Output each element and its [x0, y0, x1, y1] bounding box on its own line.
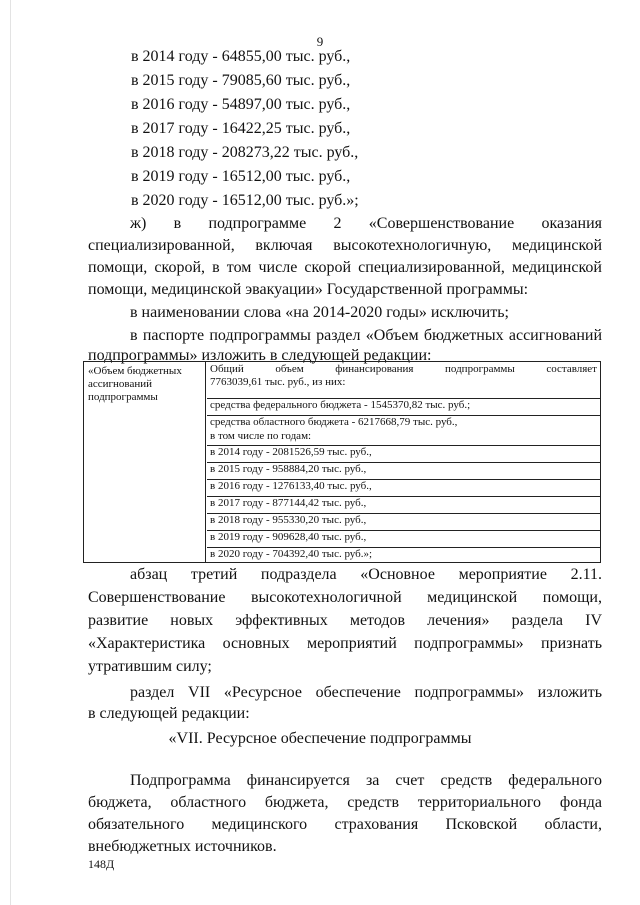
table-row: в 2018 году - 955330,20 тыс. руб.,	[207, 513, 600, 527]
year-line: в 2020 году - 16512,00 тыс. руб.»;	[131, 192, 359, 209]
table-row: в 2015 году - 958884,20 тыс. руб.,	[207, 462, 600, 476]
year-line: в 2015 году - 79085,60 тыс. руб.,	[131, 72, 351, 89]
paragraph-line: бюджета, областного бюджета, средств территориального фонда	[88, 794, 602, 811]
table-right-column	[207, 362, 600, 562]
table-row: средства областного бюджета - 6217668,79 тыс. руб.,	[207, 415, 600, 429]
paragraph-line: абзац третий подраздела «Основное мероприятие 2.11.	[130, 566, 602, 583]
table-row: в 2016 году - 1276133,40 тыс. руб.,	[207, 479, 600, 493]
paragraph-line: утратившим силу;	[88, 658, 212, 675]
year-line: в 2018 году - 208273,22 тыс. руб.,	[131, 144, 359, 161]
table-cell: 7763039,61 тыс. руб., из них:	[210, 376, 346, 388]
table-left-label: «Объем бюджетных ассигнований подпрограммы	[84, 362, 206, 562]
paragraph-line: «Характеристика основных мероприятий подпрограммы» признать	[88, 635, 602, 652]
section-heading: «VII. Ресурсное обеспечение подпрограммы	[168, 730, 472, 747]
year-line: в 2019 году - 16512,00 тыс. руб.,	[131, 168, 351, 185]
year-line: в 2014 году - 64855,00 тыс. руб.,	[131, 48, 351, 65]
paragraph-line: внебюджетных источников.	[88, 838, 277, 855]
document-code: 148Д	[88, 857, 115, 871]
table-row: в 2017 году - 877144,42 тыс. руб.,	[207, 496, 600, 510]
paragraph-line: развитие новых эффективных методов лечения» раздела IV	[88, 612, 602, 629]
paragraph-line: специализированной, включая высокотехнологичную, медицинской	[88, 237, 602, 254]
paragraph-line: помощи, медицинской эвакуации» Государственной программы:	[88, 281, 529, 298]
page-number: 9	[316, 34, 324, 49]
paragraph-line: помощи, скорой, в том числе скорой специализированной, медицинской	[88, 259, 602, 276]
budget-table	[83, 361, 601, 563]
paragraph-line: Совершенствование высокотехнологичной медицинской помощи,	[88, 589, 602, 606]
table-row: в 2019 году - 909628,40 тыс. руб.,	[207, 530, 600, 544]
table-row: в том числе по годам:	[210, 430, 312, 442]
table-cell: Общий объем финансирования подпрограммы составляет	[210, 363, 597, 375]
paragraph-line: раздел VII «Ресурсное обеспечение подпрограммы» изложить	[130, 684, 602, 701]
paragraph-line: в следующей редакции:	[88, 705, 250, 722]
table-row: средства федерального бюджета - 1545370,82 тыс. руб.;	[207, 398, 600, 412]
table-row: в 2014 году - 2081526,59 тыс. руб.,	[207, 445, 600, 459]
paragraph-line: подпрограммы» изложить в следующей редакции:	[88, 347, 432, 364]
year-line: в 2017 году - 16422,25 тыс. руб.,	[131, 120, 351, 137]
paragraph-line: Подпрограмма финансируется за счет средств федерального	[130, 772, 602, 789]
paragraph-line: в паспорте подпрограммы раздел «Объем бюджетных ассигнований	[130, 327, 602, 344]
year-line: в 2016 году - 54897,00 тыс. руб.,	[131, 96, 351, 113]
paragraph-line: обязательного медицинского страхования Псковской области,	[88, 816, 602, 833]
table-row: в 2020 году - 704392,40 тыс. руб.»;	[207, 547, 600, 561]
paragraph-line: в наименовании слова «на 2014-2020 годы» исключить;	[130, 304, 509, 321]
scan-margin-line	[10, 0, 11, 905]
paragraph-line: ж) в подпрограмме 2 «Совершенствование оказания	[130, 215, 602, 232]
